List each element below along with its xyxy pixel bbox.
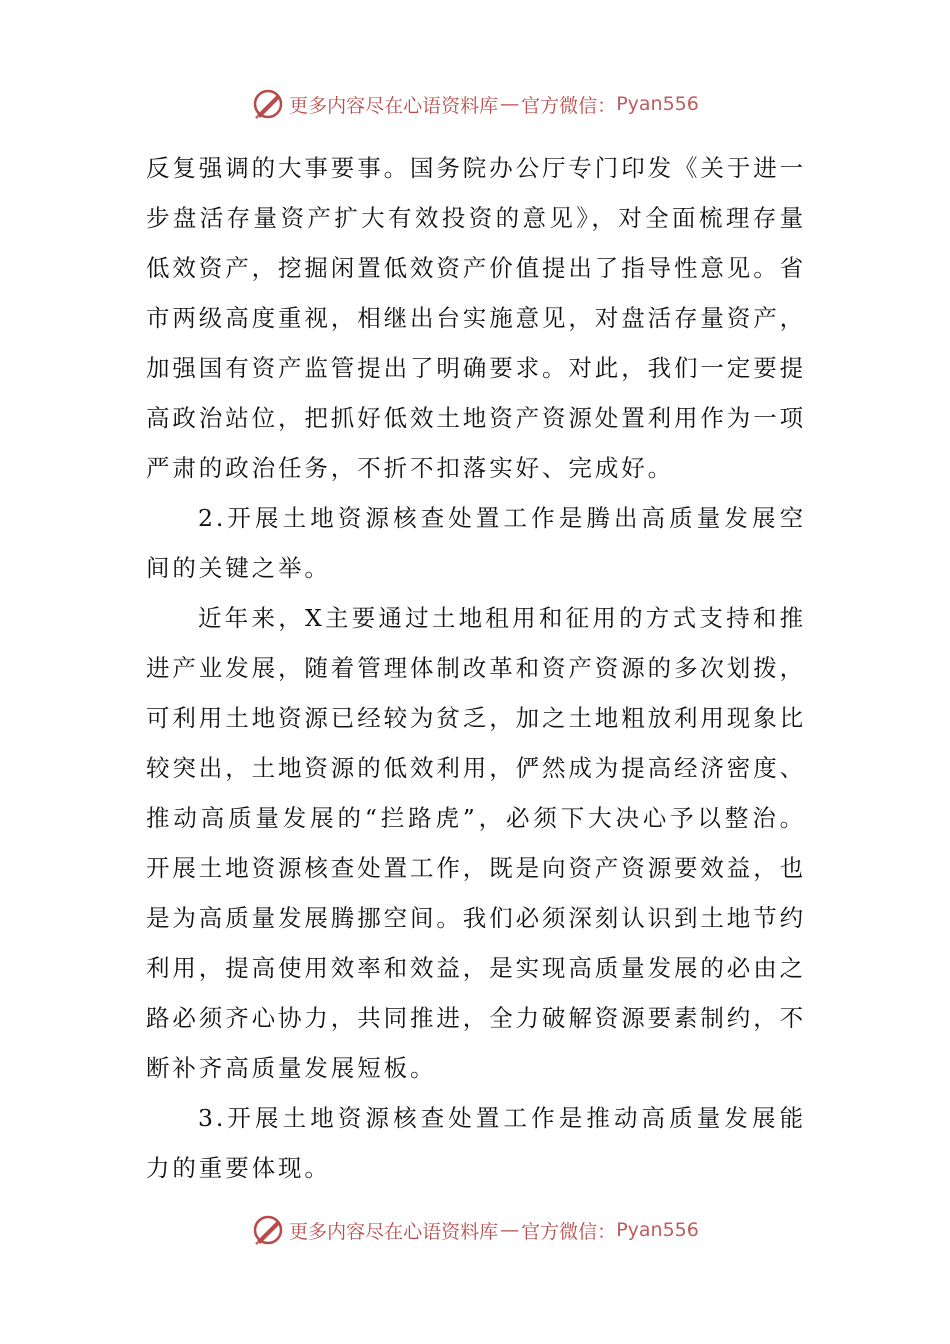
pen-logo-icon [251,1213,285,1247]
header-watermark [0,84,950,124]
section-heading-3: 3.开展土地资源核查处置工作是推动高质量发展能力的重要体现。 [146,1104,806,1182]
watermark-account-id: Pyan556 [616,1219,699,1241]
document-body [146,143,806,1193]
watermark-account-id: Pyan556 [616,93,699,115]
footer-watermark [0,1210,950,1250]
paragraph-2: 近年来，X主要通过土地租用和征用的方式支持和推进产业发展，随着管理体制改革和资产资源的多次划拨，可利用土地资源已经较为贫乏，加之土地粗放利用现象比较突出，土地资源的低效利用，俨然成为提高经济密度、推动高质量发展的“拦路虎”，必须下大决心予以整治。开展土地资源核查处置工作，既是向资产资源要效益，也是为高质量发展腾挪空间。我们必须深刻认识到土地节约利用，提高使用效率和效益，是实现高质量发展的必由之路必须齐心协力，共同推进，全力破解资源要素制约，不断补齐高质量发展短板。 [146,604,806,1082]
watermark-text: 更多内容尽在心语资料库 [289,1220,499,1243]
watermark-account-label: 官方微信： [521,1220,617,1243]
paragraph-1: 反复强调的大事要事。国务院办公厅专门印发《关于进一步盘活存量资产扩大有效投资的意见》，对全面梳理存量低效资产，挖掘闲置低效资产价值提出了指导性意见。省市两级高度重视，相继出台实施意见，对盘活存量资产，加强国有资产监管提出了明确要求。对此，我们一定要提高政治站位，把抓好低效土地资产资源处置利用作为一项严肃的政治任务，不折不扣落实好、完成好。 [146,154,806,482]
watermark-separator: — [500,1219,520,1241]
pen-logo-icon [251,87,285,121]
section-heading-2: 2.开展土地资源核查处置工作是腾出高质量发展空间的关键之举。 [146,504,806,582]
watermark-account-label: 官方微信： [521,94,617,117]
watermark-text: 更多内容尽在心语资料库 [289,94,499,117]
watermark-separator: — [500,93,520,115]
